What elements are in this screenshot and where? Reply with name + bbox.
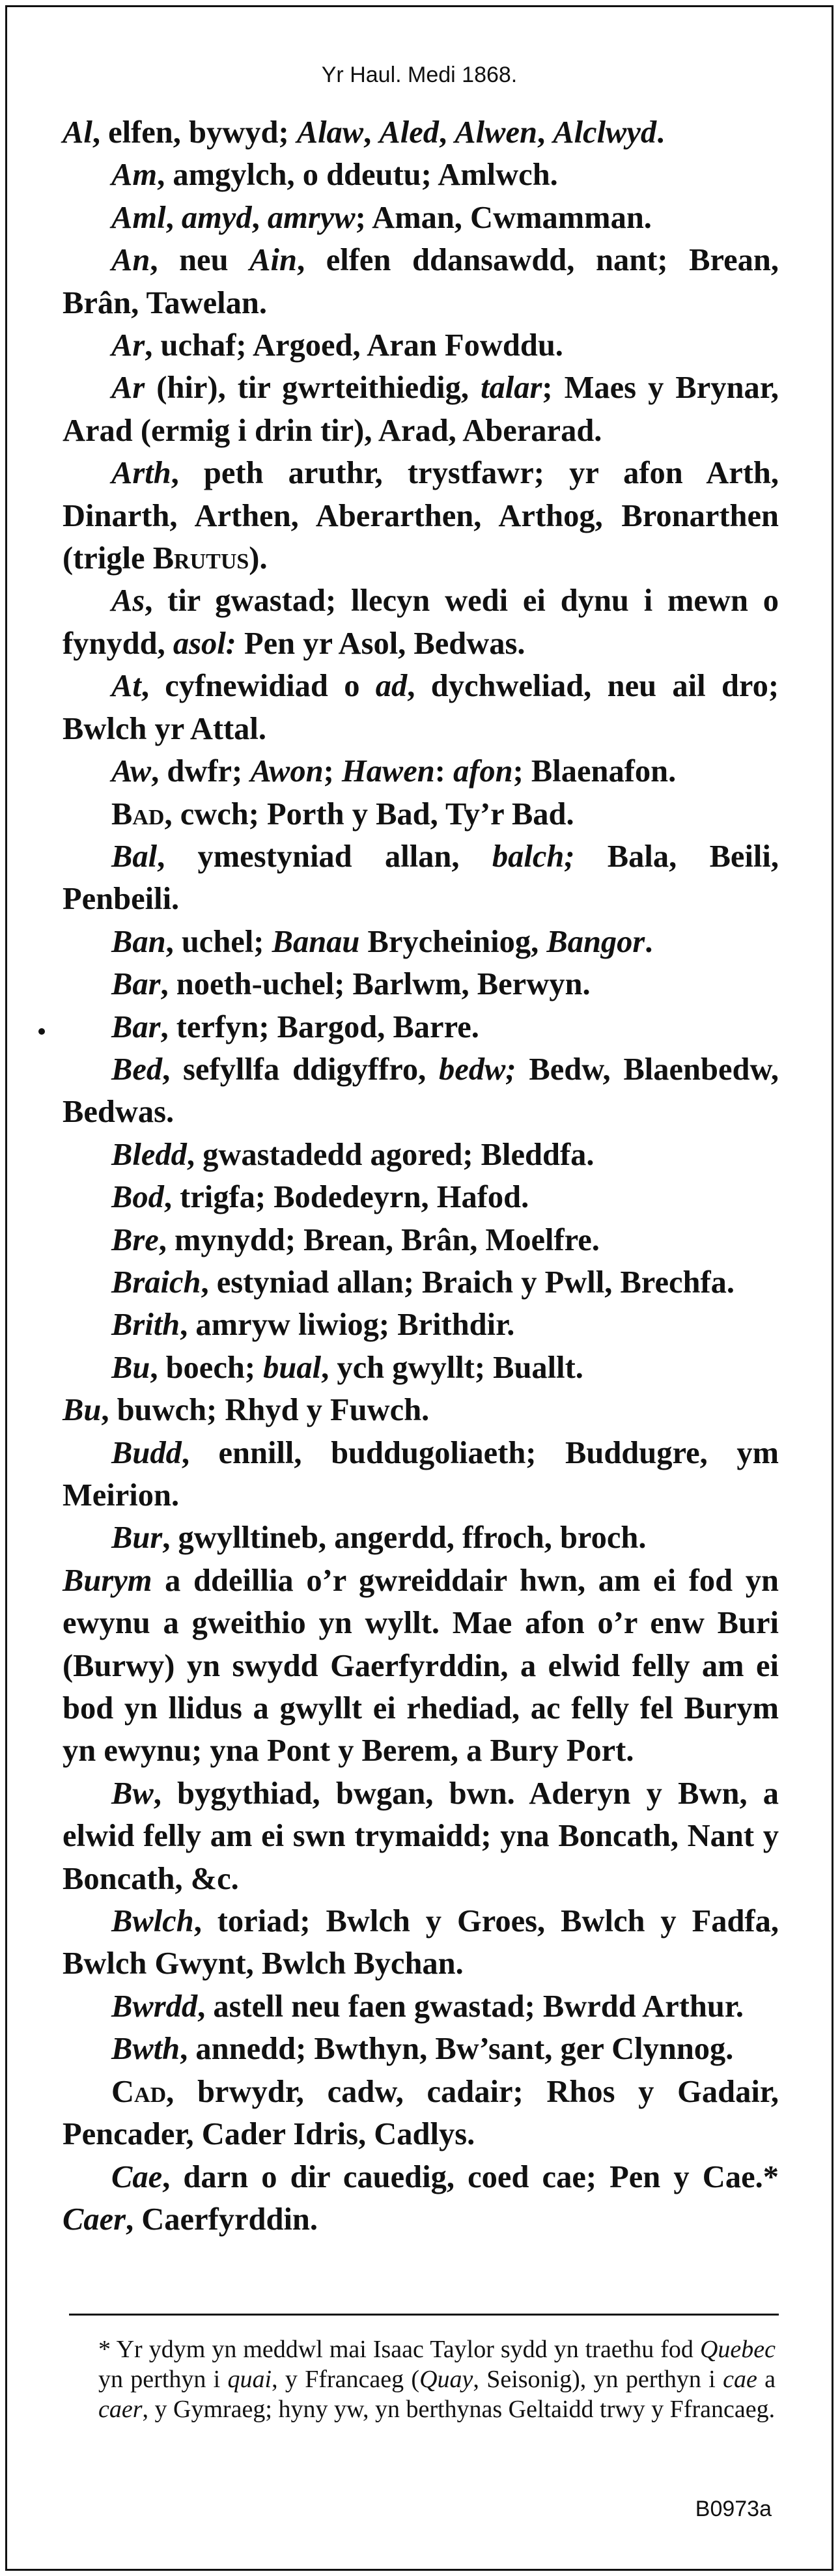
glossary-entry	[63, 154, 779, 196]
entry-text: , astell neu faen gwastad; Bwrdd Arthur.	[197, 1989, 744, 2024]
glossary-entry	[63, 1432, 779, 1517]
entry-text: , gwastadedd agored; Bleddfa.	[186, 1137, 595, 1172]
headword-smallcaps: Cad	[111, 2074, 167, 2109]
headword: Alaw	[296, 115, 364, 150]
footnote	[98, 2334, 776, 2424]
entry-text: , ymestyniad allan,	[157, 839, 492, 874]
headword: Aw	[111, 754, 152, 789]
entry-text: .	[656, 115, 665, 150]
headword: At	[111, 669, 141, 704]
glossary-entry	[63, 580, 779, 665]
headword: Arth	[111, 456, 171, 491]
entry-text: :	[434, 754, 454, 789]
glossary-entry	[63, 665, 779, 750]
headword: Alwen	[455, 115, 537, 150]
headword: Hawen	[341, 754, 435, 789]
entry-text: , elfen, bywyd;	[92, 115, 297, 150]
entry-text: ,	[251, 200, 268, 235]
headword: quai	[227, 2366, 272, 2393]
headword: Al	[63, 115, 92, 150]
headword: As	[111, 583, 145, 619]
headword: Brith	[111, 1308, 180, 1343]
footnote-rule	[69, 2314, 779, 2316]
glossary-entry	[63, 1772, 779, 1900]
headword: Cae	[111, 2159, 163, 2194]
headword: Alclwyd	[553, 115, 657, 150]
glossary-text	[63, 111, 779, 2241]
glossary-entry	[63, 793, 779, 835]
entry-text: yn perthyn i	[98, 2366, 228, 2393]
entry-text: ; Maes y Brynar, Arad (ermig i drin tir), Arad, Aberarad.	[63, 371, 779, 448]
entry-text: ,	[165, 200, 182, 235]
entry-text: , brwydr, cadw, cadair; Rhos y Gadair, Pencader, Cader Idris, Cadlys.	[63, 2074, 779, 2152]
headword: Bwth	[111, 2032, 180, 2067]
glossary-entry	[63, 452, 779, 580]
entry-text: , elfen ddansawdd, nant; Brean, Brân, Tawelan.	[63, 243, 779, 320]
entry-text: , uchaf; Argoed, Aran Fowddu.	[145, 328, 563, 363]
entry-text: , ennill, buddugoliaeth; Buddugre, ym Meirion.	[63, 1435, 779, 1513]
glossary-entry	[63, 1517, 779, 1559]
headword-smallcaps: Bad	[111, 796, 165, 832]
headword: Bre	[111, 1222, 159, 1257]
entry-text: Brycheiniog,	[359, 924, 547, 959]
glossary-entry	[63, 111, 779, 154]
glossary-entry	[63, 1304, 779, 1346]
entry-text: ).	[249, 541, 268, 576]
headword: Bledd	[111, 1137, 187, 1172]
entry-text: ; Blaenafon.	[512, 754, 677, 789]
entry-text: , uchel;	[165, 924, 272, 959]
entry-text: , annedd; Bwthyn, Bw’sant, ger Clynnog.	[180, 2032, 734, 2067]
glossary-entry	[63, 2156, 779, 2241]
glossary-entry	[63, 1985, 779, 2028]
glossary-entry	[63, 750, 779, 792]
entry-text: , Seisonig), yn perthyn i	[473, 2366, 723, 2393]
page-frame	[5, 5, 833, 2571]
entry-text: (hir), tir gwrteithiedig,	[145, 371, 481, 406]
headword: Braich	[111, 1265, 201, 1300]
headword: Budd	[111, 1435, 182, 1470]
entry-text: , Caerfyrddin.	[126, 2202, 318, 2237]
headword: Bwrdd	[111, 1989, 198, 2024]
headword: Aled	[379, 115, 440, 150]
entry-text: , buwch; Rhyd y Fuwch.	[101, 1393, 430, 1428]
entry-text: , estyniad allan; Braich y Pwll, Brechfa.	[201, 1265, 735, 1300]
headword: An	[111, 243, 150, 278]
entry-text: , peth aruthr, trystfawr; yr afon Arth, Dinarth, Arthen, Aberarthen, Arthog, Bronarthen (trigle	[63, 456, 779, 576]
entry-text: , y Ffrancaeg (	[272, 2366, 420, 2393]
glossary-entry	[63, 1176, 779, 1218]
entry-text: , tir gwastad; llecyn wedi ei dynu i mewn o fynydd,	[63, 583, 779, 661]
glossary-entry	[63, 1389, 779, 1431]
headword: Quebec	[699, 2336, 776, 2363]
glossary-entry	[63, 197, 779, 239]
entry-text: Bala, Beili, Penbeili.	[63, 839, 779, 917]
entry-text: Bedw, Blaenbedw, Bedwas.	[63, 1052, 779, 1130]
glossary-entry	[63, 835, 779, 921]
headword: Ar	[111, 371, 145, 406]
headword: Quay	[419, 2366, 473, 2393]
entry-text: * Yr ydym yn meddwl mai Isaac Taylor sydd yn traethu fod	[98, 2336, 700, 2363]
headword: Bar	[111, 967, 161, 1002]
entry-text: , mynydd; Brean, Brân, Moelfre.	[158, 1222, 600, 1257]
entry-text: , dwfr;	[151, 754, 251, 789]
headword: asol:	[173, 626, 236, 661]
headword-smallcaps: Brutus	[152, 541, 249, 576]
headword: Ain	[249, 243, 297, 278]
headword: amyd	[181, 200, 252, 235]
glossary-entry	[63, 324, 779, 367]
headword: Ar	[111, 328, 145, 363]
entry-text: , cwch; Porth y Bad, Ty’r Bad.	[164, 796, 574, 832]
headword: balch;	[492, 839, 575, 874]
headword: Bu	[63, 1393, 102, 1428]
page-header: Yr Haul. Medi 1868.	[321, 63, 518, 87]
headword: Bur	[111, 1520, 163, 1556]
headword: Caer	[63, 2202, 126, 2237]
entry-text: , terfyn; Bargod, Barre.	[160, 1009, 479, 1044]
catalogue-code: B0973a	[695, 2497, 772, 2521]
headword: cae	[723, 2366, 757, 2393]
glossary-entry	[63, 2028, 779, 2070]
headword: bual	[263, 1350, 322, 1385]
entry-text: , amgylch, o ddeutu; Amlwch.	[157, 158, 558, 193]
headword: talar	[481, 371, 542, 406]
headword: Aml	[111, 200, 166, 235]
entry-text: , trigfa; Bodedeyrn, Hafod.	[163, 1180, 529, 1215]
headword: Bangor	[546, 924, 645, 959]
entry-text: , y Gymraeg; hyny yw, yn berthynas Geltaidd trwy y Ffrancaeg.	[142, 2396, 776, 2423]
glossary-entry	[63, 1900, 779, 1985]
entry-text: a ddeillia o’r gwreiddair hwn, am ei fod yn ewynu a gweithio yn wyllt. Mae afon o’r enw Buri (Burwy) yn swydd Gaerfyrddin, a elwid felly am ei bod yn llidus a gwyllt ei rhediad, ac felly fel Burym yn ewynu; yna Pont y Berem, a Bury Port.	[63, 1563, 779, 1769]
entry-text: , toriad; Bwlch y Groes, Bwlch y Fadfa, Bwlch Gwynt, Bwlch Bychan.	[63, 1904, 779, 1981]
glossary-entry	[63, 921, 779, 963]
entry-text: , noeth-uchel; Barlwm, Berwyn.	[160, 967, 591, 1002]
speck-mark	[38, 1028, 45, 1035]
entry-text: ,	[537, 115, 553, 150]
glossary-entry	[63, 2071, 779, 2156]
entry-text: , amryw liwiog; Brithdir.	[180, 1308, 515, 1343]
glossary-entry	[63, 367, 779, 452]
headword: Bal	[111, 839, 158, 874]
glossary-entry	[63, 239, 779, 324]
headword: Bwlch	[111, 1904, 194, 1939]
glossary-entry	[63, 1006, 779, 1048]
headword: Banau	[272, 924, 360, 959]
headword: bedw;	[439, 1052, 516, 1087]
headword: amryw	[267, 200, 356, 235]
entry-text: , dychweliad, neu ail dro; Bwlch yr Attal.	[63, 669, 779, 746]
headword: Bw	[111, 1776, 154, 1811]
headword: Bed	[111, 1052, 163, 1087]
entry-text: ,	[363, 115, 380, 150]
glossary-entry	[63, 1048, 779, 1134]
glossary-entry	[63, 1347, 779, 1389]
entry-text: Pen yr Asol, Bedwas.	[236, 626, 525, 661]
headword: Bar	[111, 1009, 161, 1044]
glossary-entry	[63, 1261, 779, 1304]
glossary-entry	[63, 963, 779, 1005]
entry-text: .	[645, 924, 653, 959]
glossary-entry	[63, 1134, 779, 1176]
entry-text: , cyfnewidiad o	[141, 669, 376, 704]
entry-text: , sefyllfa ddigyffro,	[162, 1052, 440, 1087]
entry-text: , darn o dir cauedig, coed cae; Pen y Cae.*	[162, 2159, 779, 2194]
entry-text: ; Aman, Cwmamman.	[355, 200, 652, 235]
headword: Burym	[63, 1563, 152, 1598]
headword: Bu	[111, 1350, 150, 1385]
glossary-entry	[63, 1560, 779, 1772]
entry-text: , ych gwyllt; Buallt.	[321, 1350, 583, 1385]
entry-text: ;	[323, 754, 342, 789]
entry-text: a	[757, 2366, 776, 2393]
headword: Awon	[250, 754, 324, 789]
headword: caer	[98, 2396, 143, 2423]
headword: Bod	[111, 1180, 164, 1215]
entry-text: , gwylltineb, angerdd, ffroch, broch.	[162, 1520, 647, 1556]
headword: Ban	[111, 924, 166, 959]
glossary-entry	[63, 1219, 779, 1261]
entry-text: ,	[439, 115, 455, 150]
entry-text: , bygythiad, bwgan, bwn. Aderyn y Bwn, a elwid felly am ei swn trymaidd; yna Boncath, Nant y Boncath, &c.	[63, 1776, 779, 1896]
headword: Am	[111, 158, 158, 193]
headword: afon	[453, 754, 513, 789]
entry-text: , neu	[150, 243, 250, 278]
headword: ad	[375, 669, 408, 704]
entry-text: , boech;	[150, 1350, 264, 1385]
